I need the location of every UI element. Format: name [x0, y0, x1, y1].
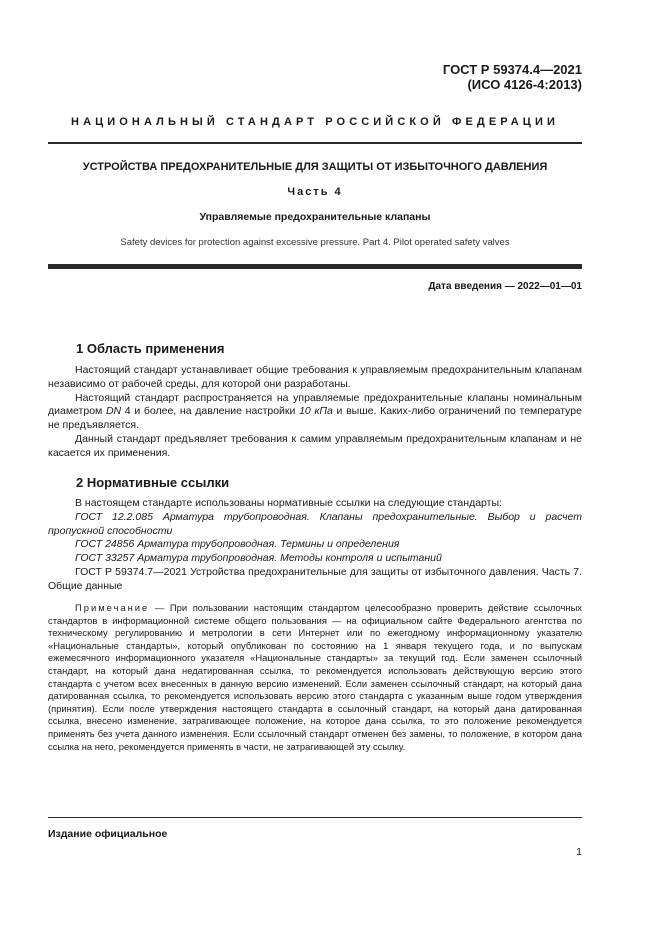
reference-item: ГОСТ Р 59374.7—2021 Устройства предохранительные для защиты от избыточного давления. Часть 7. Общие данные: [48, 565, 582, 592]
english-title: Safety devices for protection against excessive pressure. Part 4. Pilot operated safety valves: [120, 237, 510, 248]
section-1-paragraph-scope: [48, 392, 582, 433]
section-2-body: [48, 497, 582, 594]
pressure-term: 10 кПа: [299, 405, 333, 418]
national-standard-heading: НАЦИОНАЛЬНЫЙ СТАНДАРТ РОССИЙСКОЙ ФЕДЕРАЦИИ: [71, 116, 559, 128]
official-edition: Издание официальное: [48, 828, 168, 840]
note-paragraph: [48, 602, 582, 753]
text-run: и выше. Каких-либо ограничений по температуре не предъявляется.: [48, 405, 582, 432]
section-1-paragraph: Данный стандарт предъявляет требования к самим управляемым предохранительным клапанам и не касается их применения.: [48, 432, 582, 459]
document-part: Часть 4: [287, 186, 343, 198]
note-block: [48, 602, 582, 753]
document-subtitle: Управляемые предохранительные клапаны: [199, 211, 431, 223]
note-label: Примечание: [75, 602, 150, 613]
text-run: 4 и более, на давление настройки: [121, 405, 300, 418]
title-divider: [48, 264, 582, 269]
section-1-heading: [76, 341, 225, 356]
section-1-body: [48, 364, 582, 461]
reference-item: ГОСТ 33257 Арматура трубопроводная. Методы контроля и испытаний: [75, 552, 442, 565]
note-text: — При пользовании настоящим стандартом целесообразно проверить действие ссылочных стандартов в информационной системе общего пользования — на официальном сайте Федерального агентства по техническому регулированию и метрологии в сети Интернет или по ежегодному информационному указателю «Национальные стандарты», который опубликован по состоянию на 1 января текущего года, и по выпускам ежемесячного информационного указателя «Национальные стандарты» за текущий год. Если заменен ссылочный стандарт, на который дана недатированная ссылка, то рекомендуется использовать действующую версию этого стандарта с учетом всех внесенных в данную версию изменений. Если заменен ссылочный стандарт, на который дана датированная ссылка, то рекомендуется использовать версию этого стандарта с указанным выше годом утверждения (принятия). Если после утверждения настоящего стандарта в ссылочный стандарт, на который дана датированная ссылка, внесено изменение, затрагивающее положение, на которое дана ссылка, то это положение рекомендуется применять без учета данного изменения. Если ссылочный стандарт отменен без замены, то положение, в котором дана ссылка на него, рекомендуется применять в части, не затрагивающей эту ссылку.: [48, 602, 582, 752]
section-1-paragraph: Настоящий стандарт устанавливает общие требования к управляемым предохранительным клапанам независимо от рабочей среды, для которой они разработаны.: [48, 364, 582, 390]
reference-item: ГОСТ 24856 Арматура трубопроводная. Термины и определения: [75, 538, 400, 551]
section-2-heading-text: 2 Нормативные ссылки: [76, 475, 230, 490]
section-2-heading: [76, 475, 229, 490]
standard-code: [443, 62, 582, 92]
dn-term: DN: [105, 405, 122, 418]
introduction-date: Дата введения — 2022—01—01: [428, 281, 582, 292]
standard-code-iso: (ИСО 4126-4:2013): [467, 77, 582, 92]
reference-item: ГОСТ 12.2.085 Арматура трубопроводная. Клапаны предохранительные. Выбор и расчет пропускной способности: [48, 510, 582, 537]
section-2-intro: В настоящем стандарте использованы нормативные ссылки на следующие стандарты:: [75, 497, 502, 509]
standard-code-gost: ГОСТ Р 59374.4—2021: [442, 62, 582, 77]
footer-divider: [48, 817, 582, 818]
section-1-heading-text: 1 Область применения: [76, 341, 225, 356]
text-run: Настоящий стандарт распространяется на управляемые предохранительные клапаны номинальным диаметром: [48, 391, 582, 418]
top-divider: [48, 142, 582, 144]
document-title: УСТРОЙСТВА ПРЕДОХРАНИТЕЛЬНЫЕ ДЛЯ ЗАЩИТЫ ОТ ИЗБЫТОЧНОГО ДАВЛЕНИЯ: [82, 161, 548, 173]
page-number: 1: [576, 846, 582, 858]
